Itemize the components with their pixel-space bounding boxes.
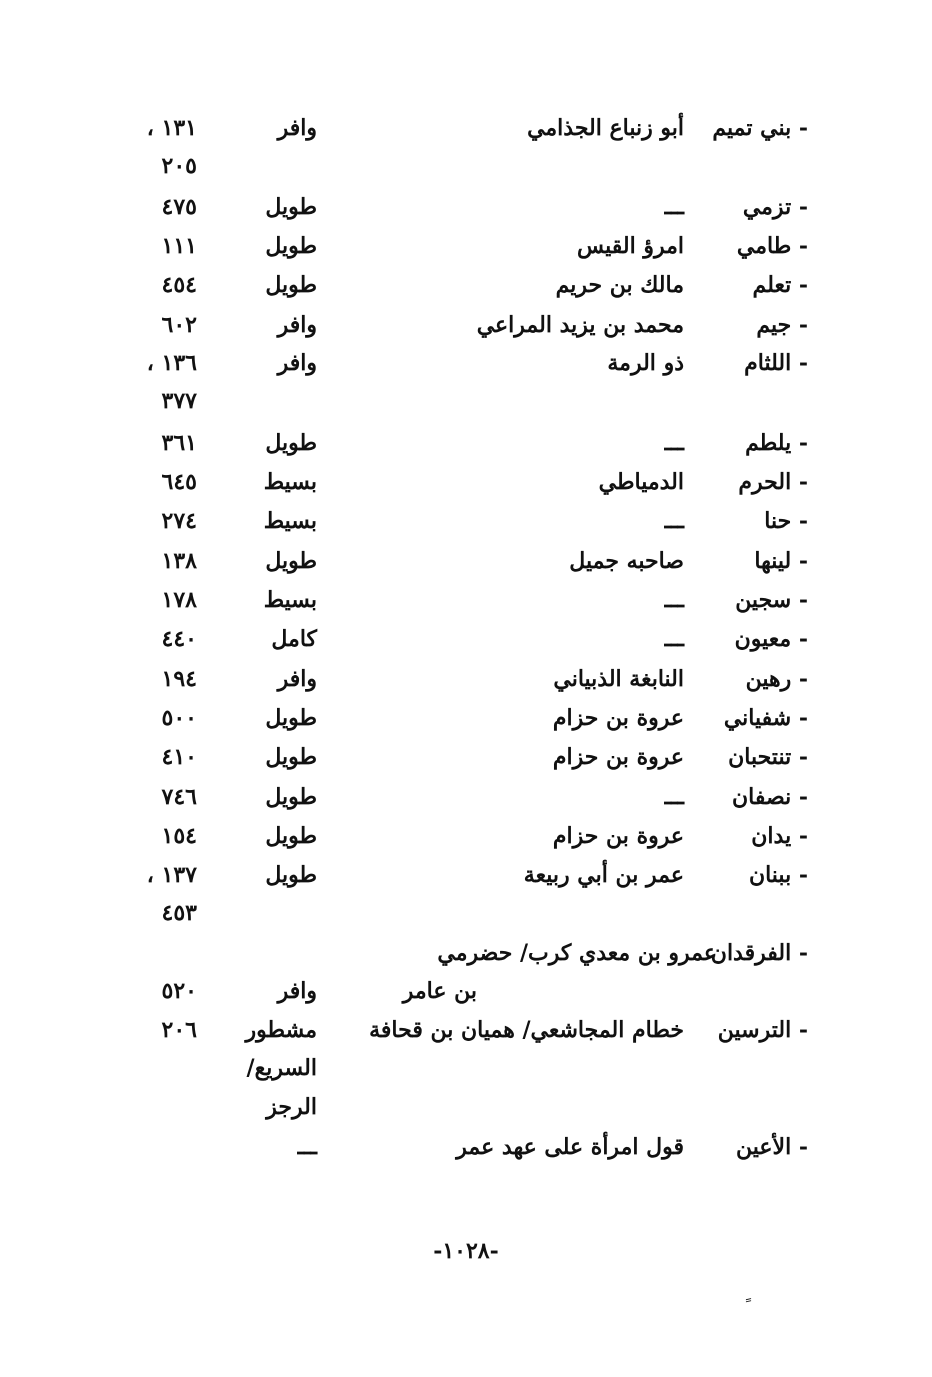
entry-7 bbox=[0, 423, 932, 463]
rhyme-word: - الترسين bbox=[717, 1017, 808, 1043]
poet-name: الدمياطي bbox=[598, 469, 684, 495]
entry-2 bbox=[0, 187, 932, 227]
rhyme-word: - طامي bbox=[736, 233, 808, 259]
entry-15 bbox=[0, 737, 932, 777]
rhyme-word: - ببنان bbox=[748, 862, 808, 888]
rhyme-word: - معيون bbox=[734, 626, 808, 652]
meter: وافر bbox=[277, 666, 317, 692]
meter: طويل bbox=[265, 744, 317, 770]
meter: وافر bbox=[277, 978, 317, 1004]
meter: طويل bbox=[265, 194, 317, 220]
poet-name: عمرو بن معدي كرب/ حضرمي bbox=[437, 940, 717, 966]
entry-8 bbox=[0, 462, 932, 502]
rhyme-word: - الفرقدان bbox=[710, 940, 808, 966]
meter: ـــ bbox=[297, 1134, 317, 1160]
page-ref: ٣٧٧ bbox=[161, 388, 197, 414]
page-ref: ١٥٤ bbox=[161, 823, 197, 849]
page-ref: ١٣٨ bbox=[161, 548, 197, 574]
page-ref: ٦٤٥ bbox=[161, 469, 197, 495]
meter: وافر bbox=[277, 115, 317, 141]
page-ref: ١٣٧ ، bbox=[146, 862, 197, 888]
rhyme-word: - بني تميم bbox=[712, 115, 808, 141]
entry-1 bbox=[0, 108, 932, 179]
page-ref: ٤١٠ bbox=[161, 744, 197, 770]
rhyme-word: - سجين bbox=[735, 587, 808, 613]
poet-name: محمد بن يزيد المراعي bbox=[476, 312, 684, 338]
poet-name: عروة بن حزام bbox=[552, 823, 684, 849]
rhyme-word: - الحرم bbox=[738, 469, 808, 495]
page-ref: ١٣٦ ، bbox=[146, 350, 197, 376]
poet-name: ـــ bbox=[664, 626, 684, 652]
meter: طويل bbox=[265, 784, 317, 810]
entry-5 bbox=[0, 305, 932, 345]
page-ref: ٤٥٣ bbox=[161, 900, 197, 926]
page-ref: ٣٦١ bbox=[161, 430, 197, 456]
poet-name: مالك بن حريم bbox=[555, 272, 684, 298]
entry-20 bbox=[0, 1010, 932, 1120]
meter: وافر bbox=[277, 312, 317, 338]
page-ref: ٤٧٥ bbox=[161, 194, 197, 220]
entry-21 bbox=[0, 1127, 932, 1167]
page-ref: ١١١ bbox=[161, 233, 197, 259]
page-ref: ٥٢٠ bbox=[161, 978, 197, 1004]
entry-12 bbox=[0, 619, 932, 659]
entry-17 bbox=[0, 816, 932, 856]
poet-name: خطام المجاشعي/ هميان بن قحافة bbox=[369, 1017, 684, 1043]
page-ref: ١٩٤ bbox=[161, 666, 197, 692]
poet-name: ـــ bbox=[664, 587, 684, 613]
meter: طويل bbox=[265, 272, 317, 298]
rhyme-word: - نصفان bbox=[732, 784, 808, 810]
page-ref: ٧٤٦ bbox=[161, 784, 197, 810]
page-number: -١٠٢٨- bbox=[433, 1238, 499, 1264]
poet-name: النابغة الذبياني bbox=[553, 666, 684, 692]
entry-3 bbox=[0, 226, 932, 266]
meter-continued-2: الرجز bbox=[266, 1094, 317, 1120]
poet-name: ـــ bbox=[664, 430, 684, 456]
rhyme-word: - تزمي bbox=[742, 194, 808, 220]
meter: مشطور bbox=[245, 1017, 317, 1043]
poet-name: عروة بن حزام bbox=[552, 744, 684, 770]
entry-18 bbox=[0, 855, 932, 926]
entry-10 bbox=[0, 541, 932, 581]
poet-name: ذو الرمة bbox=[607, 350, 684, 376]
rhyme-word: - شفياني bbox=[723, 705, 808, 731]
meter: طويل bbox=[265, 548, 317, 574]
meter: بسيط bbox=[263, 469, 317, 495]
poet-name: قول امرأة على عهد عمر bbox=[456, 1134, 684, 1160]
rhyme-word: - تعلم bbox=[752, 272, 808, 298]
rhyme-word: - لينها bbox=[754, 548, 808, 574]
poet-name: أبو زنباع الجذامي bbox=[527, 115, 684, 141]
rhyme-word: - يدان bbox=[751, 823, 808, 849]
meter: طويل bbox=[265, 862, 317, 888]
rhyme-word: - جيم bbox=[756, 312, 808, 338]
entry-11 bbox=[0, 580, 932, 620]
page-ref: ٢٠٥ bbox=[161, 153, 197, 179]
poet-name: امرؤ القيس bbox=[577, 233, 684, 259]
poet-name: عروة بن حزام bbox=[552, 705, 684, 731]
poet-name: ـــ bbox=[664, 194, 684, 220]
entry-13 bbox=[0, 659, 932, 699]
meter: طويل bbox=[265, 823, 317, 849]
meter: طويل bbox=[265, 705, 317, 731]
rhyme-word: - الأعين bbox=[736, 1134, 808, 1160]
rhyme-word: - اللثام bbox=[744, 350, 808, 376]
meter: وافر bbox=[277, 350, 317, 376]
meter: كامل bbox=[271, 626, 317, 652]
rhyme-word: - تنتحبان bbox=[728, 744, 808, 770]
entry-6 bbox=[0, 343, 932, 414]
meter: طويل bbox=[265, 233, 317, 259]
entry-19 bbox=[0, 933, 932, 1004]
rhyme-word: - حنا bbox=[764, 508, 808, 534]
meter: بسيط bbox=[263, 508, 317, 534]
poet-name: صاحبه جميل bbox=[569, 548, 684, 574]
meter: طويل bbox=[265, 430, 317, 456]
meter-continued: السريع/ bbox=[246, 1055, 317, 1081]
page-ref: ١٣١ ، bbox=[146, 115, 197, 141]
entry-16 bbox=[0, 777, 932, 817]
entry-9 bbox=[0, 501, 932, 541]
poet-name-continued: بن عامر bbox=[402, 978, 477, 1004]
page-ref: ٥٠٠ bbox=[161, 705, 197, 731]
page-ref: ٦٠٢ bbox=[161, 312, 197, 338]
rhyme-word: - يلطم bbox=[745, 430, 808, 456]
rhyme-word: - رهين bbox=[745, 666, 808, 692]
page-ref: ١٧٨ bbox=[161, 587, 197, 613]
meter: بسيط bbox=[263, 587, 317, 613]
poet-name: ـــ bbox=[664, 784, 684, 810]
entry-14 bbox=[0, 698, 932, 738]
entry-4 bbox=[0, 265, 932, 305]
page-ref: ٤٥٤ bbox=[161, 272, 197, 298]
page-ref: ٢٧٤ bbox=[161, 508, 197, 534]
page-ref: ٢٠٦ bbox=[161, 1017, 197, 1043]
page-ref: ٤٤٠ bbox=[161, 626, 197, 652]
poet-name: عمر بن أبي ربيعة bbox=[523, 862, 684, 888]
poet-name: ـــ bbox=[664, 508, 684, 534]
